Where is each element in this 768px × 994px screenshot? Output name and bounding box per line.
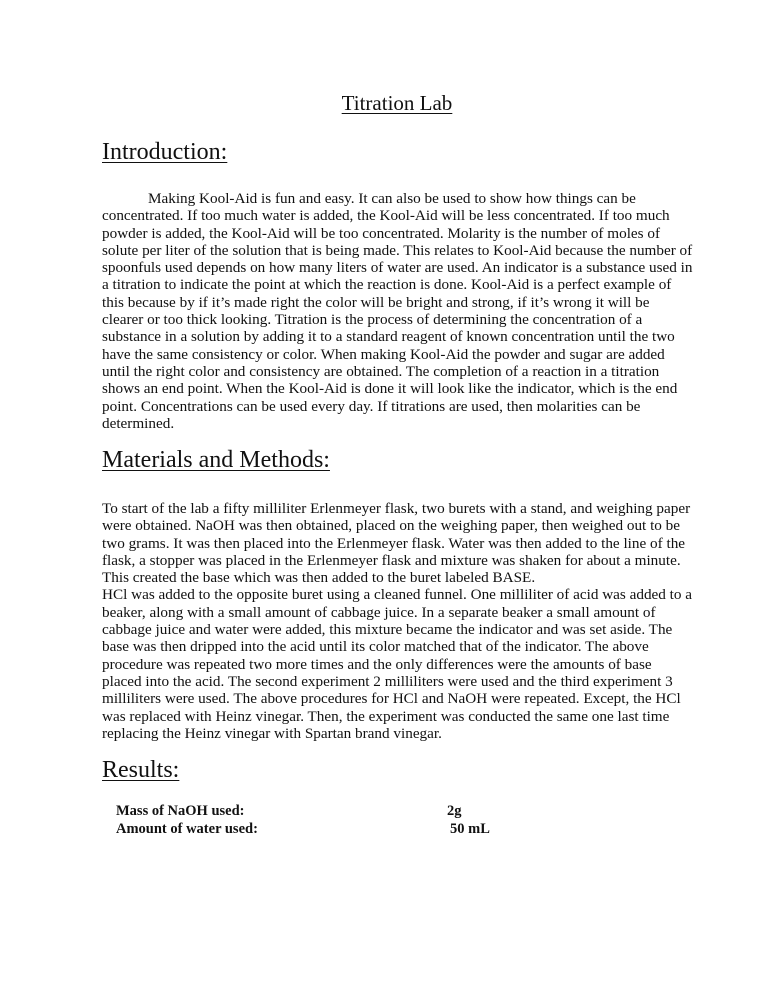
text-line: two grams. It was then placed into the Erlenmeyer flask. Water was then added to the line of the [102,534,686,552]
result-row-naoh-mass [116,803,576,821]
document-title [102,91,692,115]
text-line: shows an end point. When the Kool-Aid is done it will look like the indicator, which is the end [102,380,678,398]
text-line: have the same consistency or color. When making Kool-Aid the powder and sugar are added [102,345,665,363]
text-line: Making Kool-Aid is fun and easy. It can also be used to show how things can be [148,190,636,207]
introduction-heading: Introduction: [102,139,228,165]
text-line: HCl was added to the opposite buret using a cleaned funnel. One milliliter of acid was added to a [102,586,693,604]
text-line: spoonfuls used depends on how many liters of water are used. An indicator is a substance used in [102,259,693,277]
text-line: point. Concentrations can be used every day. If titrations are used, then molarities can be [102,397,641,415]
text-line: To start of the lab a fifty milliliter Erlenmeyer flask, two burets with a stand, and weighing paper [102,500,691,517]
result-value: 50 mL [450,820,490,837]
text-line: this because by if it’s made right the color will be bright and strong, if it’s wrong it will be [102,293,650,311]
results-table [116,803,576,838]
result-label: Amount of water used: [116,820,258,837]
text-line: were obtained. NaOH was then obtained, placed on the weighing paper, then weighed out to be [102,517,681,535]
text-line: flask, a stopper was placed in the Erlenmeyer flask and mixture was shaken for about a minute. [102,551,681,569]
text-line: until the right color and consistency are obtained. The completion of a reaction in a titration [102,362,660,380]
text-line: placed into the acid. The second experiment 2 milliliters were used and the third experiment 3 [102,672,673,690]
text-line: was replaced with Heinz vinegar. Then, the experiment was conducted the same one last time [102,707,670,725]
text-line: base was then dripped into the acid until its color matched that of the indicator. The above [102,638,649,656]
text-line: procedure was repeated two more times and the only differences were the amounts of base [102,655,652,673]
text-line: beaker, along with a small amount of cabbage juice. In a separate beaker a small amount of [102,603,656,621]
introduction-paragraph [102,190,693,432]
document-title-text: Titration Lab [341,91,453,115]
text-line: determined. [102,414,175,432]
text-line: replacing the Heinz vinegar with Spartan brand vinegar. [102,724,442,742]
text-line: cabbage juice and water were added, this mixture became the indicator and was set aside. The [102,621,673,639]
result-label: Mass of NaOH used: [116,803,245,819]
text-line: milliliters were used. The above procedures for HCl and NaOH were repeated. Except, the HCl [102,690,681,708]
result-value: 2g [447,803,462,819]
text-line: solute per liter of the solution that is being made. This relates to Kool-Aid because the number of [102,241,693,259]
materials-methods-paragraph [102,500,693,742]
text-line: clearer or too thick looking. Titration is the process of determining the concentration of a [102,311,643,329]
text-line: This created the base which was then added to the buret labeled BASE. [102,569,536,587]
materials-methods-heading: Materials and Methods: [102,447,330,473]
text-line: a titration to indicate the point at which the reaction is done. Kool-Aid is a perfect example of [102,276,672,294]
text-line: substance in a solution by adding it to a standard reagent of known concentration until the two [102,328,675,346]
text-line: powder is added, the Kool-Aid will be too concentrated. Molarity is the number of moles of [102,224,661,242]
text-line: concentrated. If too much water is added, the Kool-Aid will be less concentrated. If too much [102,207,670,225]
result-row-water-amount [116,821,576,839]
results-heading: Results: [102,757,180,783]
